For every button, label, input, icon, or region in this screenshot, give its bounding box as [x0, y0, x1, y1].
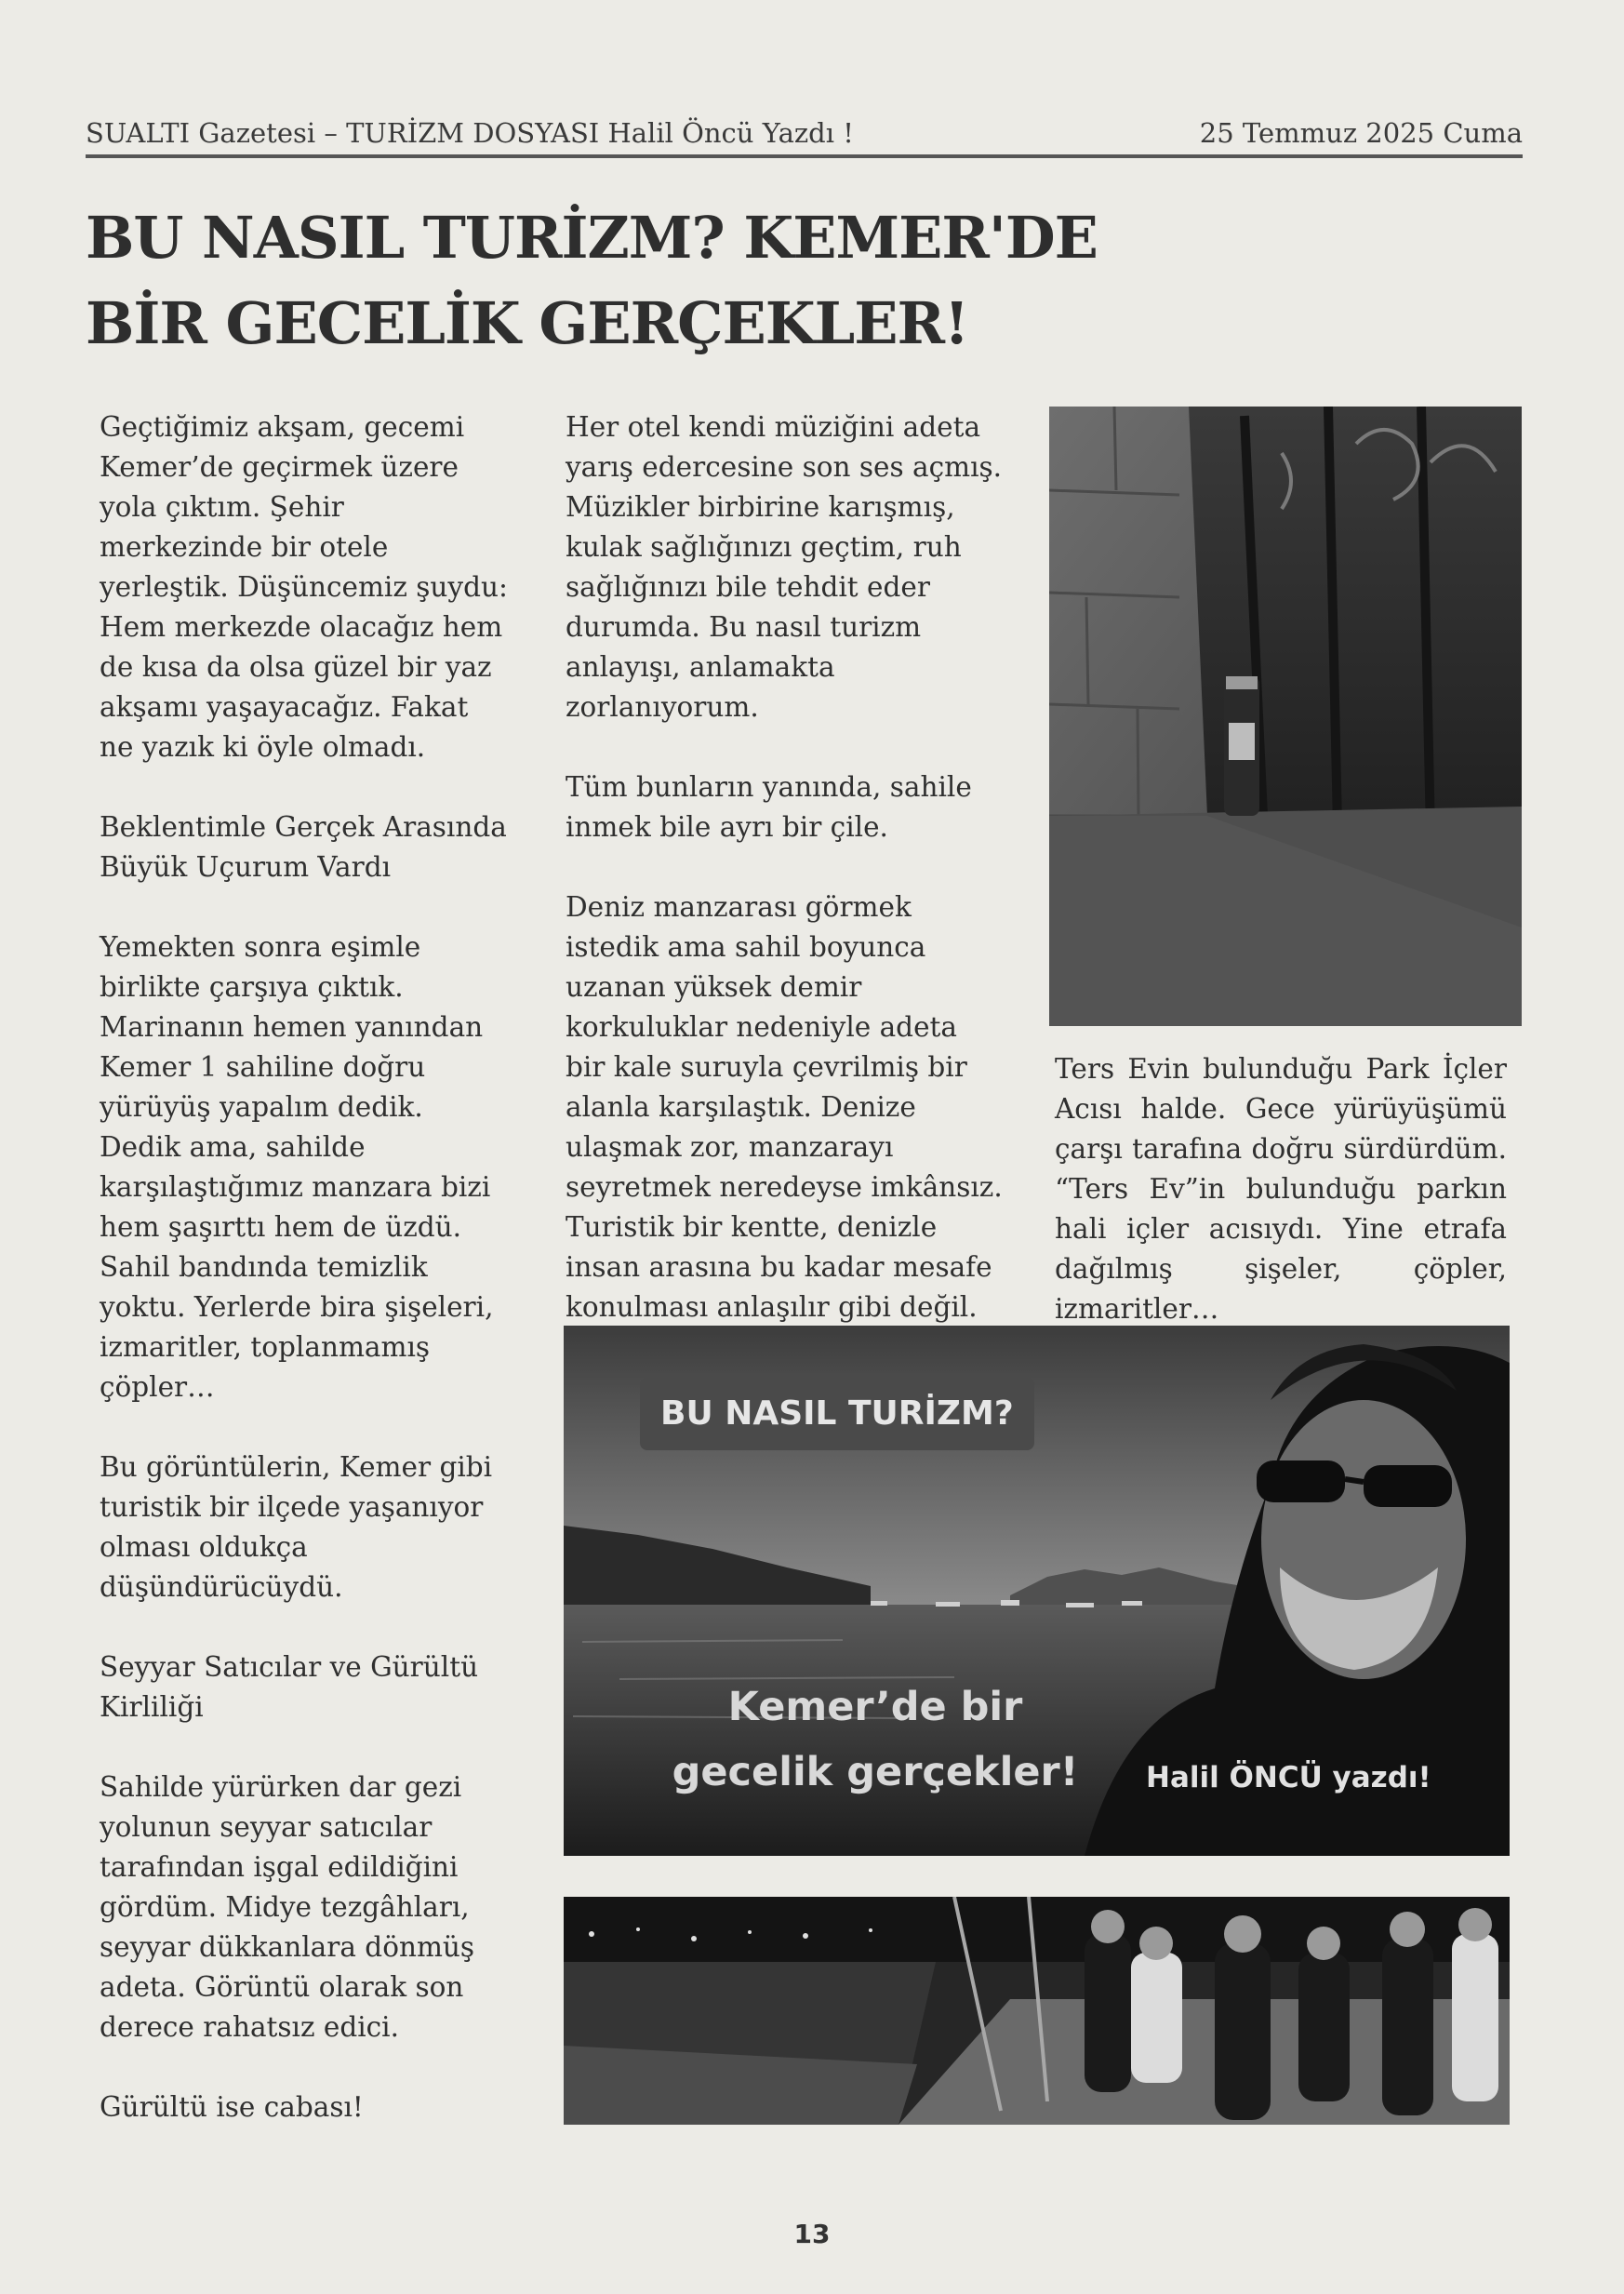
- cover-caption-line-2: gecelik gerçekler!: [672, 1749, 1079, 1795]
- paragraph: Tüm bunların yanında, sahile inmek bile ayrı bir çile.: [566, 771, 972, 843]
- cover-caption-line-1: Kemer’de bir: [727, 1684, 1023, 1730]
- article-headline: [86, 195, 1202, 367]
- page-number: 13: [793, 2219, 831, 2249]
- paragraph: Her otel kendi müziğini adeta yarış edercesine son ses açmış. Müzikler birbirine karışmış, kulak sağlığınızı geçtim, ruh sağlığınızı bile tehdit eder durumda. Bu nasıl turizm anlayışı, anlamakta zorlanıyorum.: [566, 411, 1003, 723]
- article-column-3: [1055, 1049, 1507, 1329]
- cover-byline: Halil ÖNCÜ yazdı!: [1146, 1761, 1431, 1794]
- paragraph: Deniz manzarası görmek istedik ama sahil boyunca uzanan yüksek demir korkuluklar nedeniyle adeta bir kale suruyla çevrilmiş bir alanla karşılaştık. Denize ulaşmak zor, manzarayı seyretmek neredeyse imkânsız. Turistik bir kentte, denizle insan arasına bu kadar mesafe konulması anlaşılır gibi değil.: [566, 891, 1003, 1323]
- paragraph: Gürültü ise cabası!: [100, 2091, 364, 2123]
- cover-banner: BU NASIL TURİZM?: [640, 1378, 1034, 1450]
- article-column-2: [566, 407, 1003, 1327]
- paragraph: Geçtiğimiz akşam, gecemi Kemer’de geçirmek üzere yola çıktım. Şehir merkezinde bir otele yerleştik. Düşüncemiz şuydu: Hem merkezde olacağız hem de kısa da olsa güzel bir yaz akşamı yaşayacağız. Fakat ne yazık ki öyle olmadı.: [100, 411, 508, 763]
- cover-caption: [643, 1674, 1108, 1805]
- newspaper-header-date: 25 Temmuz 2025 Cuma: [1199, 117, 1523, 149]
- paragraph: Yemekten sonra eşimle birlikte çarşıya çıktık. Marinanın hemen yanından Kemer 1 sahiline doğru yürüyüş yapalım dedik. Dedik ama, sahilde karşılaştığımız manzara bizi hem şaşırttı hem de üzdü. Sahil bandında temizlik yoktu. Yerlerde bira şişeleri, izmaritler, toplanmamış çöpler…: [100, 931, 494, 1403]
- newspaper-header-title: SUALTI Gazetesi – TURİZM DOSYASI Halil Öncü Yazdı !: [86, 117, 854, 149]
- article-column-1: [100, 407, 509, 2127]
- paragraph: Sahilde yürürken dar gezi yolunun seyyar satıcılar tarafından işgal edildiğini gördüm. Midye tezgâhları, seyyar dükkanlara dönmüş adeta. Görüntü olarak son derece rahatsız edici.: [100, 1771, 475, 2043]
- headline-line-2: BİR GECELİK GERÇEKLER!: [86, 289, 969, 357]
- header-divider: [86, 154, 1523, 158]
- headline-line-1: BU NASIL TURİZM? KEMER'DE: [86, 204, 1098, 272]
- paragraph: Bu görüntülerin, Kemer gibi turistik bir ilçede yaşanıyor olması oldukça düşündürücüydü.: [100, 1451, 493, 1603]
- photo-night-promenade: [564, 1897, 1510, 2125]
- cover-image: [564, 1326, 1510, 1856]
- paragraph: Ters Evin bulunduğu Park İçler Acısı halde. Gece yürüyüşümü çarşı tarafına doğru sürdürdüm. “Ters Ev”in bulunduğu parkın hali içler acısıydı. Yine etrafa dağılmış şişeler, çöpler, izmaritler…: [1055, 1053, 1507, 1325]
- photo-beer-can-on-ledge: [1049, 407, 1522, 1026]
- subheading: Beklentimle Gerçek Arasında Büyük Uçurum Vardı: [100, 811, 507, 883]
- subheading: Seyyar Satıcılar ve Gürültü Kirliliği: [100, 1651, 479, 1723]
